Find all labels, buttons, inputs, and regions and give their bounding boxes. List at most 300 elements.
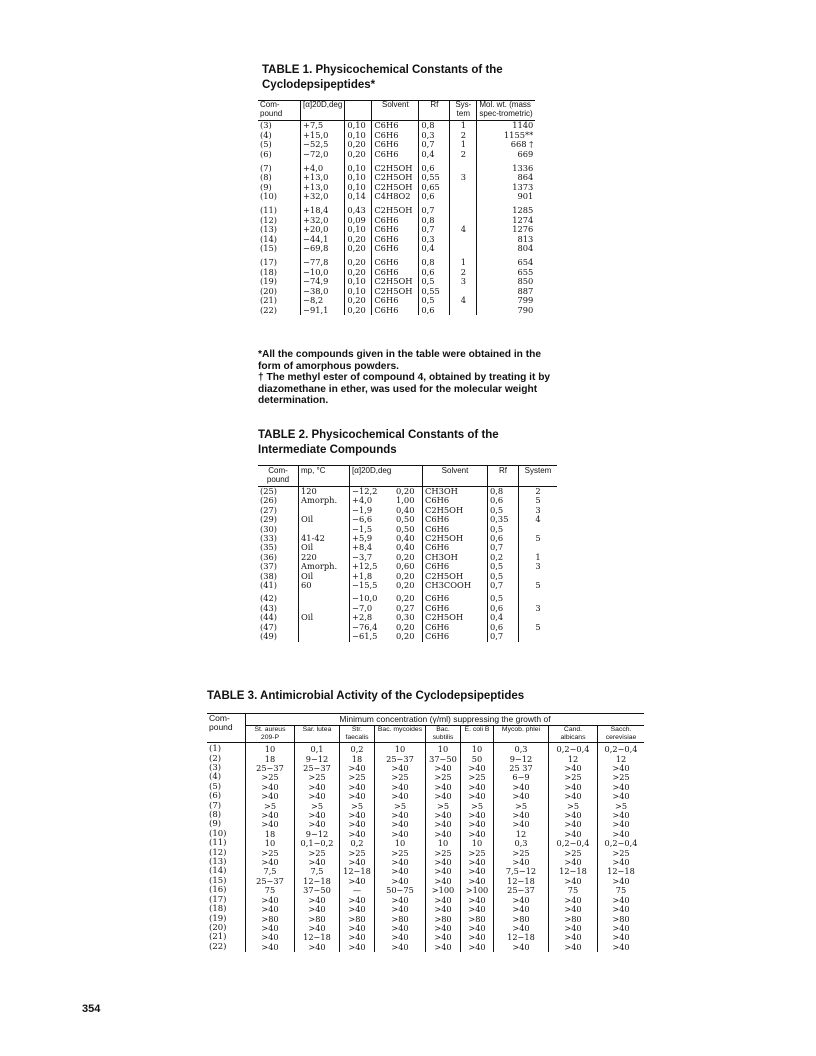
table3-cell: (1) [209, 744, 222, 755]
table3-cell: >40 [246, 924, 295, 933]
table3-cell: >40 [375, 858, 426, 867]
table1-cell: −38,0 [301, 287, 345, 297]
table1-cell: −69,8 [301, 244, 345, 254]
table3-cell: >25 [461, 849, 494, 858]
table2-cell: 3 [519, 604, 558, 613]
table3-cell: >40 [598, 764, 645, 773]
table2-cell: 3 [519, 506, 558, 515]
table1-cell: 0,5 [419, 277, 450, 287]
table3-cell: 0,2−0,4 [549, 839, 598, 848]
table1-cell: C6H6 [372, 244, 419, 254]
table2-cell: (29) [260, 514, 278, 525]
table3-cell: >40 [426, 858, 461, 867]
table1-cell: 901 [477, 192, 536, 202]
table3-cell: >40 [340, 943, 375, 952]
table1-cell: 790 [477, 306, 536, 316]
table3-cell: >40 [340, 764, 375, 773]
table2-cell: C6H6 [423, 604, 488, 613]
table2-cell: +8,4 [350, 543, 395, 552]
table1-cell [450, 183, 477, 193]
table2-cell: 0,5 [488, 572, 519, 581]
table3-cell: 18 [246, 830, 295, 839]
table3-cell: >80 [461, 915, 494, 924]
table1-cell: 887 [477, 287, 536, 297]
table3-cell: 0,2−0,4 [549, 743, 598, 755]
table2-cell: (47) [260, 621, 278, 632]
table1-cell: 0,8 [419, 216, 450, 226]
table3-cell: >40 [426, 867, 461, 876]
table3-cell: >40 [461, 924, 494, 933]
table2-cell [299, 623, 350, 632]
table1-cell: 0,10 [345, 287, 372, 297]
table3-cell: >40 [598, 905, 645, 914]
table2-cell [299, 590, 350, 603]
table1-cell: 669 [477, 150, 536, 160]
table3-header-row-group [207, 714, 644, 726]
table2-cell: 0,7 [488, 543, 519, 552]
table3-cell: >5 [340, 802, 375, 811]
table2-cell [519, 632, 558, 641]
table3-cell: >40 [549, 830, 598, 839]
table1-cell: 2 [450, 131, 477, 141]
table3-organism-header: Str. faecalis [340, 726, 375, 743]
table1-cell: (17) [260, 256, 278, 267]
table3-header-row-organisms [207, 726, 644, 743]
table1-cell: 0,8 [419, 121, 450, 131]
table-row [258, 202, 535, 216]
table1-cell: 0,65 [419, 183, 450, 193]
table3-cell: >5 [461, 802, 494, 811]
table3-cell: >40 [375, 811, 426, 820]
table1-cell: 864 [477, 173, 536, 183]
table1-cell: 1336 [477, 160, 536, 174]
table1-header-cell: Com-pound [258, 101, 301, 121]
table3-cell: >25 [426, 849, 461, 858]
table3-organism-header: Mycob. phlei [494, 726, 549, 743]
table3-cell: >40 [461, 783, 494, 792]
table3-cell: >25 [340, 773, 375, 782]
table-row [207, 943, 644, 952]
table3-cell: >40 [340, 811, 375, 820]
table3-cell: >25 [246, 849, 295, 858]
table2-cell: (37) [260, 561, 278, 572]
table1-cell [450, 235, 477, 245]
table3-cell: 9−12 [295, 755, 340, 764]
table1-cell: 1155** [477, 131, 536, 141]
table2-cell: −61,5 [350, 632, 395, 641]
table1-cell: (9) [260, 181, 272, 192]
table1-cell: 0,10 [345, 160, 372, 174]
table1-cell: 0,20 [345, 268, 372, 278]
table3-cell: 25−37 [246, 877, 295, 886]
table2-cell: 2 [519, 487, 558, 497]
table1-cell: (4) [260, 129, 272, 140]
table1-cell: 1 [450, 121, 477, 131]
table3-cell: >40 [426, 933, 461, 942]
table2-cell [519, 590, 558, 603]
table1-header-cell [345, 101, 372, 121]
table1-note-2: † The methyl ester of compound 4, obtained by treating it by diazomethane in ether, was used for the molecular weight determination. [258, 372, 551, 406]
table3-cell: >40 [375, 905, 426, 914]
table-row [207, 743, 644, 755]
table3-cell: 0,2 [340, 839, 375, 848]
table1-cell: 0,09 [345, 216, 372, 226]
table2-cell: CH3COOH [423, 581, 488, 590]
table2-cell: C2H5OH [423, 534, 488, 543]
table2-cell: +2,8 [350, 613, 395, 622]
table2-cell: 41-42 [299, 534, 350, 543]
table3-cell: >40 [375, 924, 426, 933]
table3-cell: 12−18 [295, 933, 340, 942]
table3-cell: 9−12 [494, 755, 549, 764]
table1-cell: −8,2 [301, 296, 345, 306]
table1-cell: C2H5OH [372, 277, 419, 287]
table1-cell: C6H6 [372, 131, 419, 141]
table3-cell: 18 [340, 755, 375, 764]
table3-cell: >40 [426, 877, 461, 886]
table3-cell: >40 [295, 905, 340, 914]
table-row [258, 254, 535, 268]
table3-cell: 25−37 [246, 764, 295, 773]
table3-cell: >25 [426, 773, 461, 782]
table2-cell: 220 [299, 553, 350, 562]
table3-cell: >40 [375, 830, 426, 839]
table2-cell: 0,20 [396, 580, 415, 591]
table2-cell: (25) [260, 486, 278, 496]
table3-cell: 25−37 [375, 755, 426, 764]
table1-cell: C2H5OH [372, 160, 419, 174]
table3-cell: (17) [209, 894, 227, 905]
table3-cell: >40 [549, 783, 598, 792]
table2-cell: 0,30 [396, 612, 415, 623]
table3-cell: >80 [375, 915, 426, 924]
table3-cell: >80 [246, 915, 295, 924]
table3-cell: >40 [461, 867, 494, 876]
table3-cell: >40 [426, 764, 461, 773]
table2-cell: C6H6 [423, 525, 488, 534]
table2-cell: −12,2 [350, 487, 395, 497]
table1-cell: C4H8O2 [372, 192, 419, 202]
table3-cell: (15) [209, 875, 227, 886]
table1-cell: 0,20 [345, 140, 372, 150]
table3-cell: >40 [461, 943, 494, 952]
table3-cell: 0,2 [340, 743, 375, 755]
table3-cell: (9) [209, 819, 222, 830]
table2 [258, 465, 557, 642]
table3-cell: 10 [461, 839, 494, 848]
table1-header-cell: [α]20D,deg [301, 101, 345, 121]
table2-cell: 0,2 [488, 553, 519, 562]
table3-cell: >40 [549, 811, 598, 820]
table1-cell: 0,6 [419, 160, 450, 174]
table2-cell: C6H6 [423, 515, 488, 524]
table2-title [258, 428, 499, 458]
table3-cell: (14) [209, 866, 227, 877]
table2-cell: 0,6 [488, 604, 519, 613]
table1-cell: 0,10 [345, 131, 372, 141]
table3-cell: (13) [209, 857, 227, 868]
table3-cell: >40 [549, 896, 598, 905]
table3-cell: >40 [246, 858, 295, 867]
table2-cell: Oil [299, 572, 350, 581]
table1-cell: 1274 [477, 216, 536, 226]
table3-cell: >40 [426, 811, 461, 820]
table2-cell: 0,6 [488, 496, 519, 505]
table3-cell: 10 [461, 743, 494, 755]
table1-cell: 0,6 [419, 306, 450, 316]
table2-cell: 0,27 [396, 602, 415, 613]
table3-cell: >40 [426, 792, 461, 801]
table2-cell: +5,9 [350, 534, 395, 543]
table2-cell: (43) [260, 602, 278, 613]
table1-cell: +13,0 [301, 183, 345, 193]
table3 [207, 713, 644, 952]
table1-cell: −44,1 [301, 235, 345, 245]
table3-cell: 6−9 [494, 773, 549, 782]
table1-cell: 0,20 [345, 235, 372, 245]
table1-cell: 0,3 [419, 235, 450, 245]
table3-cell: (2) [209, 753, 222, 764]
table1-cell [450, 306, 477, 316]
table-row [258, 192, 535, 202]
table1-cell: C6H6 [372, 150, 419, 160]
table1-cell: 1285 [477, 202, 536, 216]
table1-cell: C6H6 [372, 254, 419, 268]
table3-cell: >40 [461, 820, 494, 829]
table3-cell: >40 [494, 896, 549, 905]
table2-header-cell: [α]20D,deg [350, 466, 395, 487]
table3-cell: — [340, 886, 375, 895]
table1-cell: 813 [477, 235, 536, 245]
table2-cell: C6H6 [423, 496, 488, 505]
table2-cell: 0,20 [396, 631, 415, 642]
table3-cell: >40 [549, 792, 598, 801]
table2-cell: 1 [519, 553, 558, 562]
table1-cell: C6H6 [372, 216, 419, 226]
table2-cell: (26) [260, 495, 278, 506]
table2-cell: +12,5 [350, 562, 395, 571]
table2-cell: 0,5 [488, 506, 519, 515]
table3-cell: >40 [340, 933, 375, 942]
table1-cell: 0,20 [345, 244, 372, 254]
table2-cell: 5 [519, 534, 558, 543]
table1-cell: 0,4 [419, 150, 450, 160]
table3-cell: >40 [598, 858, 645, 867]
table3-cell: 75 [549, 886, 598, 895]
table1-cell: C6H6 [372, 296, 419, 306]
table-row [258, 160, 535, 174]
table1-cell: 0,20 [345, 296, 372, 306]
table3-body [207, 743, 644, 952]
table1-cell: (22) [260, 304, 278, 315]
table1-cell: (19) [260, 276, 278, 287]
table3-cell: >40 [494, 858, 549, 867]
table2-cell: 0,20 [396, 593, 415, 604]
table3-cell: >80 [549, 915, 598, 924]
table1-cell: 1140 [477, 121, 536, 131]
table3-cell: >40 [246, 811, 295, 820]
table3-cell: 50 [461, 755, 494, 764]
table3-cell: >40 [375, 820, 426, 829]
table3-cell: >40 [375, 943, 426, 952]
table3-cell: >25 [598, 849, 645, 858]
table3-organism-header: Bac. subtilis [426, 726, 461, 743]
table3-cell: >40 [295, 792, 340, 801]
table2-cell: Oil [299, 613, 350, 622]
table3-cell: >40 [549, 858, 598, 867]
table3-cell: 25 37 [494, 764, 549, 773]
table3-cell: >40 [461, 830, 494, 839]
table3-cell: (20) [209, 922, 227, 933]
table1-cell: +32,0 [301, 216, 345, 226]
table1-cell: 804 [477, 244, 536, 254]
table3-cell: >40 [598, 924, 645, 933]
table3-cell: >40 [375, 792, 426, 801]
table1-cell: −77,8 [301, 254, 345, 268]
table3-cell: 12−18 [494, 933, 549, 942]
table1-cell: 0,6 [419, 192, 450, 202]
table3-cell: >40 [295, 896, 340, 905]
table3-cell: >40 [461, 811, 494, 820]
table2-cell: 0,7 [488, 581, 519, 590]
table3-cell: >25 [295, 773, 340, 782]
table1-cell: +4,0 [301, 160, 345, 174]
table2-cell: −1,5 [350, 525, 395, 534]
table1-cell: +15,0 [301, 131, 345, 141]
table3-cell: >40 [598, 830, 645, 839]
page-number: 354 [82, 1003, 101, 1015]
table3-cell: >40 [549, 820, 598, 829]
table-row [258, 306, 535, 316]
table3-cell: >40 [340, 896, 375, 905]
table1-cell: C2H5OH [372, 287, 419, 297]
table1-cell: 0,3 [419, 131, 450, 141]
table1-cell: 0,7 [419, 202, 450, 216]
table3-cell: (7) [209, 800, 222, 811]
table2-header-cell: Com-pound [258, 466, 299, 487]
table3-cell: >40 [461, 792, 494, 801]
table3-cell: >40 [549, 877, 598, 886]
table3-cell: >40 [246, 943, 295, 952]
table3-cell: 10 [426, 839, 461, 848]
table1-cell: 1 [450, 140, 477, 150]
table3-cell: >40 [494, 943, 549, 952]
table1-cell: (3) [260, 120, 272, 131]
table3-cell: 37−50 [295, 886, 340, 895]
table3-cell: 25−37 [295, 764, 340, 773]
table1-cell: +7,5 [301, 121, 345, 131]
table3-cell: (8) [209, 810, 222, 821]
table3-cell: (16) [209, 885, 227, 896]
table1-cell: 0,55 [419, 173, 450, 183]
table3-cell: 0,2−0,4 [598, 839, 645, 848]
table2-cell: (33) [260, 533, 278, 544]
table2-cell: C2H5OH [423, 572, 488, 581]
table3-cell: 75 [246, 886, 295, 895]
table3-cell: >80 [295, 915, 340, 924]
table3-organism-header: Sar. lutea [295, 726, 340, 743]
table2-header-cell: mp, °C [299, 466, 350, 487]
table1-cell: (6) [260, 148, 272, 159]
table3-cell: >40 [549, 764, 598, 773]
table3-cell: >80 [494, 915, 549, 924]
table3-cell: 7,5−12 [494, 867, 549, 876]
table-row [258, 590, 557, 603]
table3-cell: (11) [209, 838, 227, 849]
table3-cell: (10) [209, 828, 227, 839]
table1-title-line2: Cyclodepsipeptides* [262, 79, 376, 91]
table2-cell: C6H6 [423, 543, 488, 552]
table2-cell: CH3OH [423, 487, 488, 497]
table3-cell: >40 [295, 943, 340, 952]
table2-cell: Oil [299, 515, 350, 524]
table3-cell: >25 [340, 849, 375, 858]
table2-cell: C6H6 [423, 623, 488, 632]
table3-cell: >5 [295, 802, 340, 811]
table3-cell: >25 [461, 773, 494, 782]
table1-cell: C6H6 [372, 235, 419, 245]
table3-cell: 10 [375, 743, 426, 755]
table2-cell: Amorph. [299, 496, 350, 505]
table1-cell: 0,5 [419, 296, 450, 306]
table1-cell: C6H6 [372, 225, 419, 235]
table3-cell: >40 [549, 905, 598, 914]
table1-cell: C2H5OH [372, 173, 419, 183]
table1-cell: 1 [450, 254, 477, 268]
table2-cell: C2H5OH [423, 613, 488, 622]
table3-cell: >40 [340, 783, 375, 792]
table3-cell: >40 [340, 792, 375, 801]
table1-cell: 0,10 [345, 121, 372, 131]
table1-cell: 655 [477, 268, 536, 278]
table3-cell: >40 [426, 896, 461, 905]
table1-cell: 3 [450, 173, 477, 183]
table1-cell: C2H5OH [372, 202, 419, 216]
table1-cell: C6H6 [372, 140, 419, 150]
table1-cell: 0,55 [419, 287, 450, 297]
table3-organism-header: Bac. mycoides [375, 726, 426, 743]
table3-cell: >40 [340, 858, 375, 867]
table1-cell: (10) [260, 191, 278, 202]
table1-cell: 2 [450, 150, 477, 160]
table3-cell: >40 [375, 783, 426, 792]
table3-cell: >40 [246, 820, 295, 829]
table3-cell: >40 [246, 933, 295, 942]
table1-cell: 0,20 [345, 306, 372, 316]
table3-cell: >40 [549, 924, 598, 933]
table3-cell: >5 [549, 802, 598, 811]
table1-cell: 1373 [477, 183, 536, 193]
table1-cell: −72,0 [301, 150, 345, 160]
table2-cell: −3,7 [350, 553, 395, 562]
table1-cell: C2H5OH [372, 183, 419, 193]
table3-cell: 12−18 [340, 867, 375, 876]
table3-cell: >40 [246, 792, 295, 801]
table3-cell: >40 [426, 943, 461, 952]
table3-cell: >40 [461, 764, 494, 773]
table3-cell: 25−37 [494, 886, 549, 895]
table1-cell [450, 202, 477, 216]
table1-cell: 0,10 [345, 277, 372, 287]
table1-cell: −52,5 [301, 140, 345, 150]
table3-cell: >40 [375, 867, 426, 876]
table2-cell: −1,9 [350, 506, 395, 515]
table3-cell: >40 [549, 933, 598, 942]
table2-cell: 0,20 [396, 621, 415, 632]
table1-cell: (8) [260, 172, 272, 183]
table3-cell: >5 [494, 802, 549, 811]
table3-cell: >25 [375, 773, 426, 782]
